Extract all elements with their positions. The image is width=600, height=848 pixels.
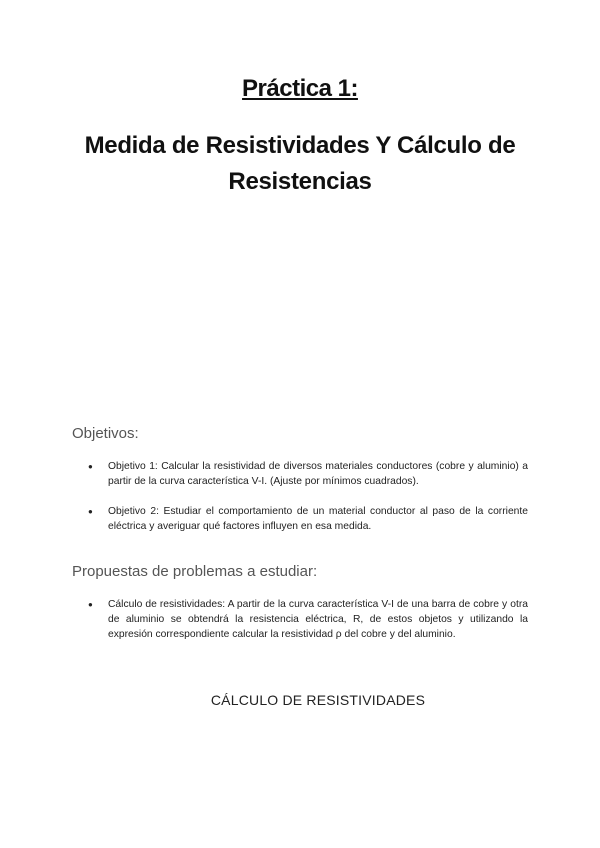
propuesta-item: ● Cálculo de resistividades: A partir de la curva característica V-I de una barra de cobre y otra de aluminio se obtendrá la resistencia eléctrica, R, de estos objetos y utilizando la expresión correspondiente calcular la resistividad ρ del cobre y del aluminio. [88, 597, 528, 642]
objetivos-heading: Objetivos: [72, 425, 139, 442]
propuestas-list [88, 597, 528, 642]
practice-title: Práctica 1: [242, 75, 358, 102]
document-title-line-2: Resistencias [228, 168, 372, 195]
objetivos-list [88, 459, 528, 534]
objetivo-item: ● Objetivo 2: Estudiar el comportamiento de un material conductor al paso de la corriente eléctrica y averiguar qué factores influyen en esa medida. [88, 504, 528, 534]
objetivo-item: ● Objetivo 1: Calcular la resistividad de diversos materiales conductores (cobre y aluminio) a partir de la curva característica V-I. (Ajuste por mínimos cuadrados). [88, 459, 528, 489]
document-title [0, 128, 600, 200]
section-title: CÁLCULO DE RESISTIVIDADES [210, 692, 426, 708]
document-title-line-1: Medida de Resistividades Y Cálculo de [84, 132, 516, 159]
propuestas-heading: Propuestas de problemas a estudiar: [72, 563, 318, 580]
